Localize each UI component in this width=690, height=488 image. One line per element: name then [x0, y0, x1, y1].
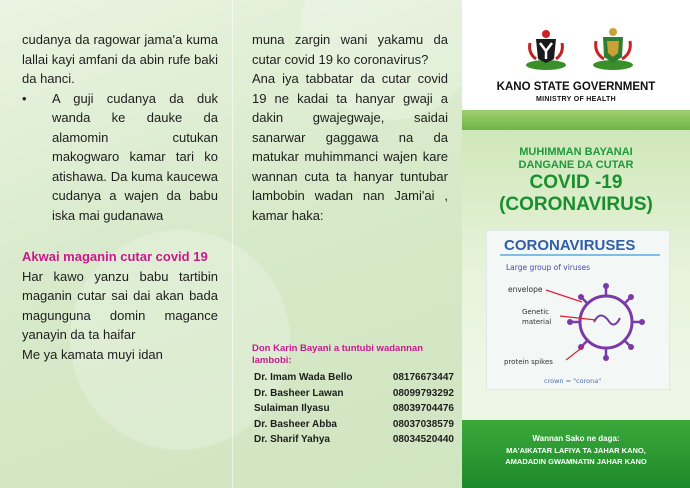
diagram-label-crown: crown = "corona" — [544, 377, 602, 385]
contact-row — [254, 434, 454, 450]
diagram-label-genetic-1: Genetic — [522, 308, 550, 316]
column1-paragraph-3: Me ya kamata muyi idan — [22, 346, 163, 362]
contact-row — [254, 419, 454, 435]
cover-subtitle — [462, 146, 690, 171]
coronavirus-diagram — [486, 230, 670, 390]
footer-line-2: MA'AIKATAR LAFIYA TA JAHAR KANO, — [506, 446, 646, 455]
column2-paragraph-2: Ana iya tabbatar da cutar covid 19 ne kadai ta hanyar gwaji a dakin gwajegwaje, saidai sanarwar gaggawa na da matukar muhimmanci wajen kare wannan cuta ta hanyar tuntubar lambobin wadan nan Jami'ai , kamar haka: — [252, 71, 448, 223]
contact-phone: 08039704476 — [392, 403, 454, 414]
contact-name: Dr. Basheer Abba — [254, 418, 337, 430]
footer-line-1: Wannan Sako ne daga: — [532, 434, 620, 443]
column-1 — [22, 30, 218, 364]
cover-title — [462, 172, 690, 216]
contact-row — [254, 372, 454, 388]
panel-fold — [232, 0, 233, 488]
column1-paragraph-1: cudanya da ragowar jama'a kuma lallai kayi amfani da abin rufe baki da hanci. — [22, 32, 218, 86]
contact-name: Dr. Basheer Lawan — [254, 387, 344, 399]
diagram-label-envelope: envelope — [508, 285, 543, 294]
cover-panel — [462, 0, 690, 488]
section-heading: Akwai maganin cutar covid 19 — [22, 249, 208, 264]
contact-row — [254, 403, 454, 419]
ministry-title: MINISTRY OF HEALTH — [536, 96, 616, 103]
column2-paragraph-1: muna zargin wani yakamu da cutar covid 19 ko coronavirus? — [252, 32, 448, 67]
cover-subtitle-line-1: MUHIMMAN BAYANAI — [519, 146, 633, 158]
cover-subtitle-line-2: DANGANE DA CUTAR — [518, 158, 634, 171]
contact-list — [254, 372, 454, 450]
bullet-item — [22, 89, 218, 226]
government-title: KANO STATE GOVERNMENT — [496, 81, 656, 93]
footer-line-3: AMADADIN GWAMNATIN JAHAR KANO — [505, 457, 647, 466]
contact-name: Dr. Imam Wada Bello — [254, 372, 353, 383]
diagram-label-genetic-2: material — [522, 318, 552, 326]
crest-row — [522, 25, 637, 75]
cover-title-line-2: (CORONAVIRUS) — [499, 194, 653, 215]
column-2 — [252, 30, 448, 225]
contact-phone: 08034520440 — [392, 434, 454, 445]
contact-name: Dr. Sharif Yahya — [254, 434, 330, 445]
diagram-title: CORONAVIRUSES — [504, 237, 636, 254]
contact-row — [254, 388, 454, 404]
contact-phone: 08099793292 — [392, 387, 454, 399]
diagram-label-protein: protein spikes — [504, 358, 553, 366]
cover-divider — [462, 110, 690, 130]
contact-phone: 08037038579 — [392, 418, 454, 430]
contact-phone: 08176673447 — [392, 372, 454, 383]
kano-state-seal-icon — [589, 25, 637, 73]
nigeria-coat-of-arms-icon — [522, 25, 570, 73]
contact-name: Sulaiman Ilyasu — [254, 403, 330, 414]
contact-title: Don Karin Bayani a tuntubi wadannan lambobi: — [252, 343, 424, 366]
cover-title-line-1: COVID -19 — [529, 172, 623, 193]
bullet-text: A guji cudanya da duk wanda ke dauke da alamomin cutukan makogwaro kamar tari ko atishawa. Da kuma kaucewa cudanya a wajen da babu iska mai gudanawa — [52, 90, 218, 223]
column1-paragraph-2: Har kawo yanzu babu tartibin maganin cutar sai dai akan bada magunguna domin magance yanayin da ta haifar — [22, 268, 218, 342]
bullet-symbol: • — [22, 90, 27, 106]
diagram-line-1: Large group of viruses — [506, 263, 591, 272]
